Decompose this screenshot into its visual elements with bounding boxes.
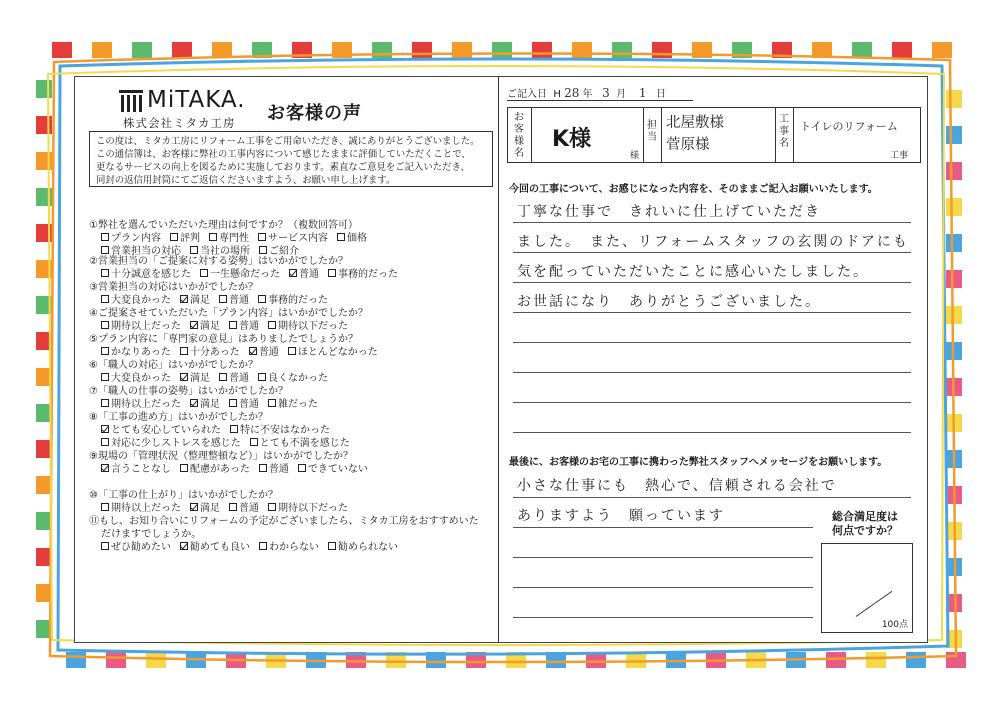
checkbox-icon[interactable] [268,321,276,329]
answer-option-label: 十分あった [189,347,240,358]
checkbox-icon[interactable] [219,295,227,303]
confetti-square [452,42,472,58]
confetti-square [92,42,112,58]
feedback-line: 丁寧な仕事で きれいに仕上げていただき [517,204,821,220]
question [89,515,494,554]
checkbox-icon[interactable] [229,399,237,407]
staff-cell [662,108,776,162]
intro-line: 更なるサービスの向上を図るために実施しております。素直なご意見をご記入いただき、 [96,162,470,173]
confetti-square [212,42,232,58]
answer-option-label: 特に不安はなかった [240,425,330,436]
answer-option[interactable] [101,320,181,333]
checkbox-icon[interactable] [268,503,276,511]
answer-option-label: 普通 [268,464,289,475]
date-underline [507,100,693,101]
questionnaire-column [75,77,499,642]
answer-option[interactable] [190,398,220,411]
question-text: ②営業担当の「ご提案に対する姿勢」はいかがでしたか？ [89,256,348,267]
answer-option-label: 普通 [239,399,259,410]
confetti-square [852,42,872,58]
work-suffix: 工事 [890,151,909,161]
confetti-square [36,80,52,98]
confetti-square [652,42,672,58]
answer-option-label: とても不満を感じた [259,438,350,449]
answer-option[interactable] [180,294,210,307]
intro-text [89,131,493,187]
question-text: ④ご提案させていただいた「プラン内容」はいかがでしたか？ [89,308,368,319]
answer-option[interactable] [258,372,328,385]
answer-option[interactable] [219,372,249,385]
checkbox-icon[interactable] [190,246,198,254]
answer-option[interactable] [268,398,318,411]
option-row [89,294,494,307]
date-day[interactable]: 1 [638,86,647,100]
answer-option-label: 期待以下だった [278,503,348,514]
answer-option-label: 満足 [190,373,210,384]
option-row [89,424,494,437]
answer-option-label: 普通 [239,321,259,332]
checked-box-icon[interactable] [101,425,109,433]
answer-option[interactable] [229,502,259,515]
checked-box-icon[interactable] [101,464,109,472]
checkbox-icon[interactable] [101,542,109,550]
answer-option[interactable] [259,463,289,476]
answer-option-label: 普通 [239,503,259,514]
option-row [89,320,494,333]
checkbox-icon[interactable] [298,464,306,472]
answer-option[interactable] [190,502,220,515]
confetti-square [36,116,52,134]
checkbox-icon[interactable] [337,233,345,241]
answer-option-label: 普通 [299,269,319,280]
logo-name: MiTAKA. [147,87,246,113]
checkbox-icon[interactable] [229,321,237,329]
date-day-unit: 日 [656,89,666,100]
score-divider [856,591,893,617]
answer-option[interactable] [229,320,259,333]
message-line: ありますよう 願っています [517,508,725,524]
confetti-square [572,42,592,58]
confetti-square [892,42,912,58]
option-row [89,398,494,411]
answer-option-label: 事務的だった [338,269,398,280]
answer-option[interactable] [219,294,249,307]
staff-name-2[interactable]: 菅原様 [666,137,710,153]
page-title: お客様の声 [267,103,362,124]
answer-option-label: 勧められない [338,542,398,553]
checkbox-icon[interactable] [219,373,227,381]
confetti-square [106,652,126,668]
answer-option[interactable] [337,232,367,245]
checkbox-icon[interactable] [258,233,266,241]
answer-option[interactable] [288,346,378,359]
answer-option[interactable] [298,463,368,476]
question-text: だけますでしょうか。 [101,529,202,540]
answer-option[interactable] [101,346,171,359]
question-text: ⑥「職人の対応」はいかがでしたか？ [89,360,258,371]
answer-option-label: プラン内容 [111,233,161,244]
question [89,255,494,281]
answer-option[interactable] [289,268,319,281]
customer-info-table [507,107,921,163]
response-column [499,77,929,642]
answer-option-label: 評判 [180,233,200,244]
confetti-square [172,42,192,58]
answer-option-label: 期待以上だった [111,321,181,332]
answer-option[interactable] [101,294,171,307]
option-row [89,372,494,385]
work-name[interactable]: トイレのリフォーム [800,120,898,133]
checkbox-icon[interactable] [209,233,217,241]
answer-option-label: 雑だった [278,399,318,410]
answer-option[interactable] [101,502,181,515]
answer-option[interactable] [101,424,221,437]
confetti-square [946,90,962,108]
answer-option-label: 期待以下だった [278,321,348,332]
checkbox-icon[interactable] [101,233,109,241]
checked-box-icon[interactable] [190,321,198,329]
confetti-square [946,162,962,180]
checkbox-icon[interactable] [258,295,266,303]
answer-option-label: わからない [269,542,319,553]
checkbox-icon[interactable] [101,321,109,329]
message-area[interactable] [513,469,837,629]
answer-option[interactable] [229,398,259,411]
checkbox-icon[interactable] [328,542,336,550]
checked-box-icon[interactable] [190,399,198,407]
answer-option-label: 普通 [229,373,249,384]
confetti-square [36,440,52,458]
feedback-line: ました。 また、リフォームスタッフの玄関のドアにも [517,234,909,250]
confetti-square [932,42,952,58]
staff-name-1[interactable]: 北屋敷様 [666,115,724,131]
score-label-line: 何点ですか？ [832,524,898,537]
checkbox-icon[interactable] [101,503,109,511]
company-logo [119,87,259,131]
answer-option-label: できていない [307,464,368,475]
checkbox-icon[interactable] [101,399,109,407]
confetti-square [612,42,632,58]
question [89,359,494,385]
answer-option[interactable] [180,346,240,359]
answer-option[interactable] [328,541,398,554]
question-text: ⑪もし、お知り合いにリフォームの予定がございましたら、ミタカ工房をおすすめいた [89,516,479,527]
checkbox-icon[interactable] [200,269,208,277]
date-field [507,85,666,100]
answer-option[interactable] [209,232,249,245]
answer-option-label: 勧めても良い [190,542,250,553]
message-heading: 最後に、お客様のお宅の工事に携わった弊社スタッフへメッセージをお願いします。 [509,457,888,468]
answer-option[interactable] [180,463,250,476]
answer-option[interactable] [268,502,348,515]
option-row [89,437,494,450]
answer-option-label: 価格 [347,233,367,244]
answer-option-label: 当社の場所 [200,246,250,257]
question-text: ⑩「工事の仕上がり」はいかがでしたか？ [89,490,278,501]
answer-option-label: とても安心していられた [111,425,221,436]
answer-option-label: 十分誠意を感じた [111,269,191,280]
staff-label-cell [644,108,662,162]
answer-option-label: 事務的だった [268,295,328,306]
date-era: H [553,89,561,100]
answer-option-label: 期待以上だった [111,503,181,514]
answer-option-label: 大変良かった [111,295,171,306]
confetti-square [146,652,166,668]
feedback-heading: 今回の工事について、お感じになった内容を、そのままご記入お願いいたします。 [509,184,878,195]
checkbox-icon[interactable] [268,399,276,407]
answer-option-label: ほとんどなかった [297,347,378,358]
answer-option[interactable] [180,372,210,385]
answer-option-label: 営業担当の対応 [111,246,181,257]
confetti-square [36,512,52,530]
checkbox-icon[interactable] [259,464,267,472]
confetti-square [946,306,962,324]
question [89,450,494,476]
confetti-square [36,476,52,494]
answer-option[interactable] [250,437,350,450]
customer-suffix: 様 [630,151,640,161]
answer-option-label: 専門性 [219,233,249,244]
checked-box-icon[interactable] [289,269,297,277]
answer-option[interactable] [101,463,171,476]
checkbox-icon[interactable] [101,269,109,277]
checked-box-icon[interactable] [180,295,188,303]
checkbox-icon[interactable] [101,295,109,303]
checked-box-icon[interactable] [249,347,257,355]
answer-option[interactable] [259,541,319,554]
checkbox-icon[interactable] [259,246,267,254]
answer-option[interactable] [200,268,280,281]
intro-line: この度は、ミタカ工房にリフォーム工事をご用命いただき、誠にありがとうございました。 [96,136,480,147]
checkbox-icon[interactable] [288,347,296,355]
answer-option[interactable] [101,541,171,554]
survey-card [74,76,928,643]
answer-option-label: 満足 [190,295,210,306]
question [89,411,494,450]
question-text: ⑤プラン内容に「専門家の意見」はありましたでしょうか？ [89,334,358,345]
work-label: 工事名 [779,114,789,149]
intro-line: この通信簿は、お客様に弊社の工事内容について感じたままに評価していただくことで、 [96,149,471,160]
work-label-cell [776,108,794,162]
checked-box-icon[interactable] [180,373,188,381]
confetti-square [412,42,432,58]
option-row [89,268,494,281]
checkbox-icon[interactable] [101,373,109,381]
answer-option-label: 大変良かった [111,373,171,384]
confetti-square [132,42,152,58]
score-label [817,510,913,538]
answer-option-label: 普通 [258,347,279,358]
option-row [89,232,494,245]
answer-option-label: 配慮があった [190,464,250,475]
logo-company-name: 株式会社ミタカ工房 [123,116,236,130]
answer-option-label: かなりあった [111,347,171,358]
feedback-line: 気を配っていただいたことに感心いたしました。 [517,264,869,280]
answer-option-label: 満足 [200,399,220,410]
score-box[interactable] [821,543,913,633]
answer-option[interactable] [101,232,161,245]
answer-option[interactable] [180,541,250,554]
checkbox-icon[interactable] [259,542,267,550]
question-text: ①弊社を選んでいただいた理由は何ですか？（複数回答可） [89,220,358,231]
option-row [89,502,494,515]
checkbox-icon[interactable] [230,425,238,433]
answer-option-label: ご紹介 [269,246,299,257]
confetti-square [946,270,962,288]
answer-option-label: 一生懸命だった [210,269,280,280]
confetti-square [866,652,886,668]
answer-option[interactable] [170,232,200,245]
answer-option-label: 期待以上だった [111,399,181,410]
question [89,219,494,258]
confetti-square [66,652,86,668]
checkbox-icon[interactable] [258,373,266,381]
confetti-square [946,198,962,216]
answer-option-label: ぜひ勧めたい [111,542,171,553]
checkbox-icon[interactable] [101,438,109,446]
feedback-line: お世話になり ありがとうございました。 [517,294,821,310]
answer-option[interactable] [230,424,330,437]
answer-option-label: サービス内容 [268,233,328,244]
checkbox-icon[interactable] [101,347,109,355]
checkbox-icon[interactable] [101,246,109,254]
answer-option-label: 普通 [229,295,249,306]
message-line: 小さな仕事にも 熱心で、信頼される会社で [517,478,837,494]
score-unit: 100点 [881,620,908,630]
answer-option-label: 対応に少しストレスを感じた [111,438,241,449]
customer-cell [508,108,644,162]
question [89,489,494,515]
checkbox-icon[interactable] [180,464,188,472]
answer-option-label: 言うことなし [111,464,171,475]
answer-option[interactable] [101,372,171,385]
answer-option[interactable] [101,398,181,411]
confetti-square [946,234,962,252]
option-row [89,463,494,476]
answer-option[interactable] [258,294,328,307]
answer-option[interactable] [328,268,398,281]
confetti-square [492,42,512,58]
date-year-unit: 年 [582,89,593,100]
answer-option-label: 満足 [200,321,220,332]
checkbox-icon[interactable] [250,438,258,446]
checked-box-icon[interactable] [180,542,188,550]
answer-option[interactable] [268,320,348,333]
date-year[interactable]: 28 [564,86,580,100]
confetti-square [52,42,72,58]
answer-option-label: 良くなかった [268,373,328,384]
question [89,307,494,333]
answer-option[interactable] [101,437,241,450]
answer-option[interactable] [101,268,191,281]
checkbox-icon[interactable] [170,233,178,241]
intro-line: 同封の返信用封筒にてご返信くださいますよう、お願い申し上げます。 [96,175,396,186]
option-row [89,346,494,359]
checked-box-icon[interactable] [190,503,198,511]
checkbox-icon[interactable] [180,347,188,355]
question-text: ③営業担当の対応はいかがでしたか？ [89,282,258,293]
option-row [89,541,494,554]
date-month[interactable]: 3 [602,86,610,100]
answer-option[interactable] [190,320,220,333]
answer-option[interactable] [258,232,328,245]
logo-mark-icon [119,90,143,112]
date-label: ご記入日 [507,89,547,100]
question [89,281,494,307]
staff-label: 担当 [647,120,657,143]
answer-option-label: 満足 [200,503,220,514]
feedback-area[interactable] [513,195,911,445]
confetti-square [906,652,926,668]
question [89,385,494,411]
confetti-square [946,126,962,144]
customer-name[interactable]: K様 [552,127,592,152]
checkbox-icon[interactable] [229,503,237,511]
question [89,333,494,359]
question-text: ⑧「工事の進め方」はいかがでしたか？ [89,412,268,423]
confetti-square [532,42,552,58]
answer-option[interactable] [249,346,279,359]
customer-label: お客様名 [514,112,524,159]
checkbox-icon[interactable] [328,269,336,277]
score-label-line: 総合満足度は [832,510,898,523]
question-text: ⑨現場の「管理状況（整理整頓など）」はいかがでしたか？ [89,451,353,462]
question-text: ⑦「職人の仕事の姿勢」はいかがでしたか？ [89,386,288,397]
date-month-unit: 月 [616,89,627,100]
